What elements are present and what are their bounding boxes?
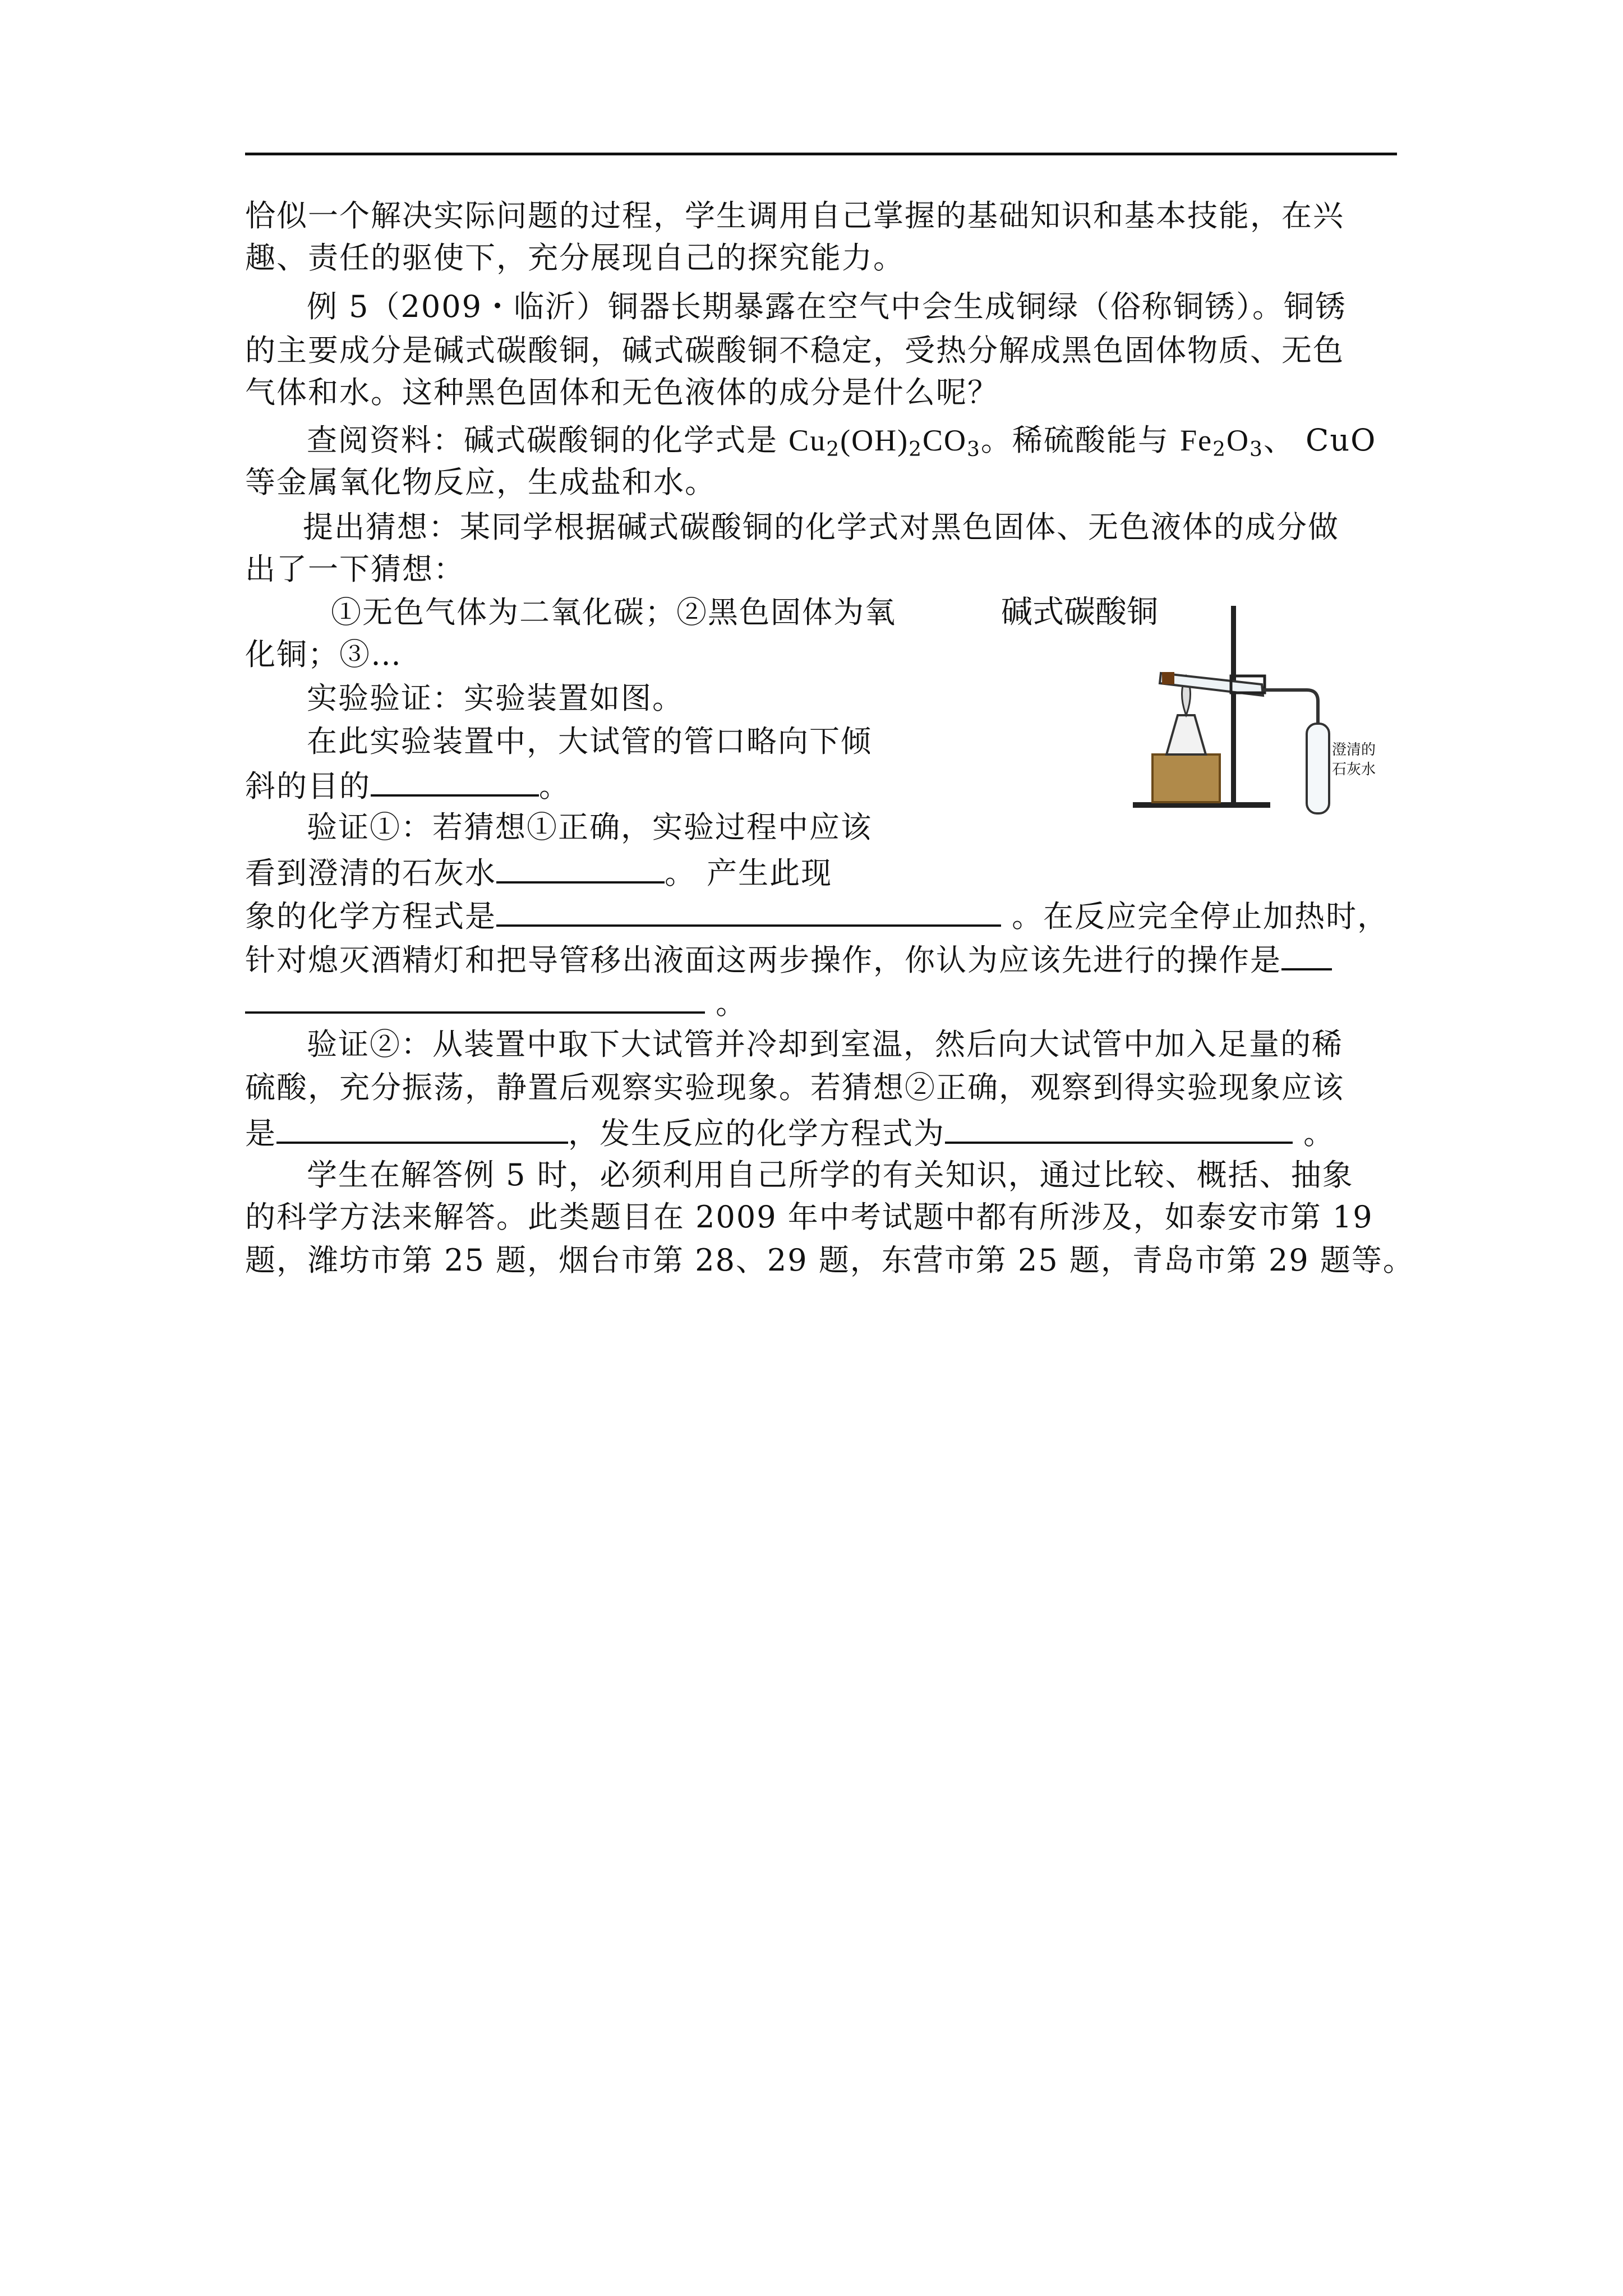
figure-title: 碱式碳酸铜: [1001, 594, 1158, 629]
paragraph-line: 趣、责任的驱使下，充分展现自己的探究能力。: [245, 240, 905, 275]
paragraph-line: 等金属氧化物反应，生成盐和水。: [245, 464, 716, 500]
answer-blank[interactable]: [496, 851, 665, 884]
header-rule: [245, 153, 1397, 155]
guess-line: ①无色气体为二氧化碳；②黑色固体为氧: [331, 595, 896, 630]
paragraph-line: 在此实验装置中，大试管的管口略向下倾: [307, 724, 872, 759]
paragraph-line: 气体和水。这种黑色固体和无色液体的成分是什么呢？: [245, 375, 999, 410]
verify1-line: 象的化学方程式是 。在反应完全停止加热时，: [245, 894, 1389, 936]
limewater-label: 澄清的: [1332, 741, 1376, 758]
verify1-line: 看到澄清的石灰水 。 产生此现: [245, 851, 832, 893]
answer-blank[interactable]: [371, 764, 539, 797]
paragraph-line: 提出猜想：某同学根据碱式碳酸铜的化学式对黑色固体、无色液体的成分做: [303, 509, 1339, 545]
answer-blank[interactable]: [945, 1111, 1293, 1144]
paragraph-line: 验证②：从装置中取下大试管并冷却到室温，然后向大试管中加入足量的稀: [307, 1027, 1343, 1062]
paragraph-line: 恰似一个解决实际问题的过程，学生调用自己掌握的基础知识和基本技能，在兴: [245, 198, 1344, 233]
apparatus-figure: [993, 572, 1385, 819]
paragraph-line: 的主要成分是碱式碳酸铜，碱式碳酸铜不稳定，受热分解成黑色固体物质、无色: [245, 333, 1344, 368]
answer-blank[interactable]: [276, 1111, 568, 1144]
paragraph-line: 硫酸，充分振荡，静置后观察实验现象。若猜想②正确，观察到得实验现象应该: [245, 1070, 1344, 1105]
alcohol-lamp-icon: [1166, 715, 1206, 754]
example-heading: 例 5（2009・临沂）铜器长期暴露在空气中会生成铜绿（俗称铜锈）。铜锈: [307, 289, 1347, 324]
guess-line: 化铜；③…: [245, 637, 402, 672]
purpose-line: 斜的目的 。: [245, 764, 570, 806]
stand-rod: [1231, 606, 1236, 803]
paragraph-line: 题，潍坊市第 25 题，烟台市第 28、29 题，东营市第 25 题，青岛市第 29 题等。: [245, 1243, 1414, 1278]
copper-carbonate-sample: [1162, 672, 1174, 684]
reference-line: 查阅资料：碱式碳酸铜的化学式是 $Cu_2(OH)_2CO_3$。稀硫酸能与 $Fe_2O_3$、 CuO: [307, 422, 1377, 461]
paragraph-line: 验证①：若猜想①正确，实验过程中应该: [307, 809, 872, 845]
answer-blank[interactable]: [245, 981, 705, 1014]
paragraph-line: 学生在解答例 5 时，必须利用自己所学的有关知识，通过比较、概括、抽象: [307, 1157, 1354, 1193]
verify1-line: 针对熄灭酒精灯和把导管移出液面这两步操作，你认为应该先进行的操作是: [245, 938, 1332, 980]
verify1-line: 。: [245, 981, 747, 1023]
answer-blank[interactable]: [1281, 938, 1332, 970]
receiving-tube: [1307, 724, 1329, 813]
paragraph-line: 出了一下猜想：: [245, 551, 465, 587]
wooden-block: [1152, 754, 1220, 802]
verify2-line: 是 ，发生反应的化学方程式为 。: [245, 1111, 1335, 1153]
limewater-label: 石灰水: [1332, 761, 1376, 777]
paragraph-line: 的科学方法来解答。此类题目在 2009 年中考试题中都有所涉及，如泰安市第 19: [245, 1199, 1373, 1235]
paragraph-line: 实验验证：实验装置如图。: [307, 680, 684, 716]
answer-blank[interactable]: [496, 894, 1001, 927]
